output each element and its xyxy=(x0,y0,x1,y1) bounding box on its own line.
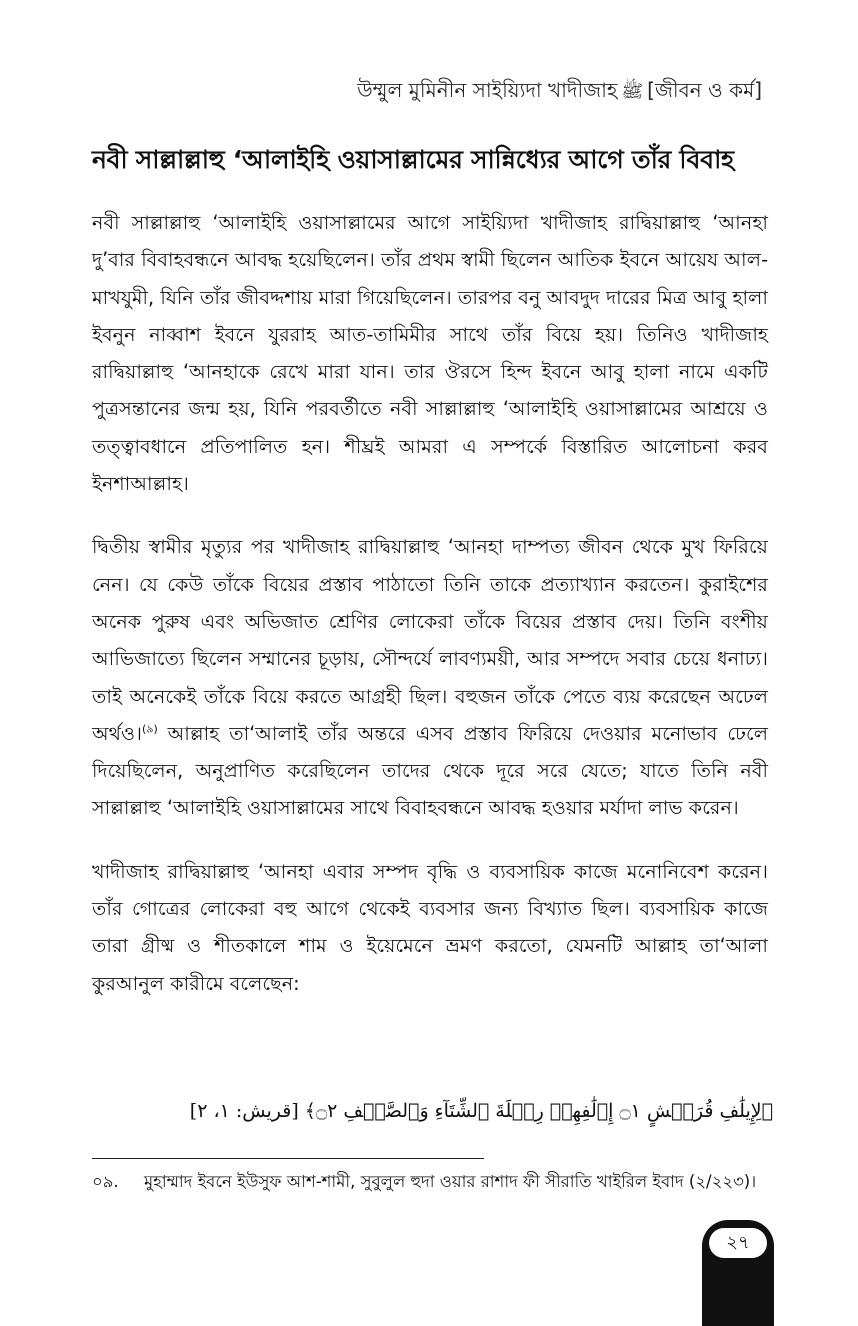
running-header xyxy=(357,76,762,109)
footnote xyxy=(92,1168,768,1196)
section-heading: নবী সাল্লাল্লাহু ‘আলাইহি ওয়াসাল্লামের সান্নিধ্যের আগে তাঁর বিবাহ xyxy=(92,145,734,174)
paragraph-3: খাদীজাহ রাদ্বিয়াল্লাহু ‘আনহা এবার সম্পদ বৃদ্ধি ও ব্যবসায়িক কাজে মনোনিবেশ করেন। তাঁর গোত্রের লোকেরা বহু আগে থেকেই ব্যবসার জন্য বিখ্যাত ছিল। ব্যবসায়িক কাজে তারা গ্রীষ্ম ও শীতকালে শাম ও ইয়েমেনে ভ্রমণ করতো, যেমনটি আল্লাহ তা‘আলা কুরআনুল কারীমে বলেছেন: xyxy=(92,859,768,995)
page-number-tab xyxy=(702,1220,774,1326)
paragraph-2 xyxy=(92,528,768,826)
honorific-glyph: ﷺ xyxy=(621,80,644,102)
paragraph-2-part-2: আল্লাহ তা‘আলাই তাঁর অন্তরে এসব প্রস্তাব ফিরিয়ে দেওয়ার মনোভাব ঢেলে দিয়েছিলেন, অনুপ্রাণিত করেছিলেন তাদের থেকে দূরে সরে যেতে; যাতে তিনি নবী সাল্লাল্লাহু ‘আলাইহি ওয়াসাল্লামের সাথে বিবাহবন্ধনে আবদ্ধ হওয়ার মর্যাদা লাভ করেন। xyxy=(92,721,768,820)
quran-verse: ﴿لِإِيلَٰفِ قُرَيۡشٍ ۝١ إِۦلَٰفِهِمۡ رِحۡلَةَ ٱلشِّتَآءِ وَٱلصَّيۡفِ ۝٢﴾ [قريش: ١، ٢] xyxy=(189,1100,773,1122)
header-title: উম্মুল মুমিনীন সাইয়্যিদা খাদীজাহ xyxy=(357,78,618,102)
footnote-reference[interactable]: (৯) xyxy=(142,722,158,736)
paragraph-2-part-1: দ্বিতীয় স্বামীর মৃত্যুর পর খাদীজাহ রাদ্বিয়াল্লাহু ‘আনহা দাম্পত্য জীবন থেকে মুখ ফিরিয়ে নেন। যে কেউ তাঁকে বিয়ের প্রস্তাব পাঠাতো তিনি তাকে প্রত্যাখ্যান করতেন। কুরাইশের অনেক পুরুষ এবং অভিজাত শ্রেণির লোকেরা তাঁকে বিয়ের প্রস্তাব দেয়। তিনি বংশীয় আভিজাত্যে ছিলেন সম্মানের চূড়ায়, সৌন্দর্যে লাবণ্যময়ী, আর সম্পদে সবার চেয়ে ধনাঢ্য। তাই অনেকেই তাঁকে বিয়ে করতে আগ্রহী ছিল। বহুজন তাঁকে পেতে ব্যয় করেছেন অঢেল অর্থও। xyxy=(92,535,768,745)
footnote-divider xyxy=(92,1158,484,1159)
footnote-number: ০৯. xyxy=(92,1172,119,1191)
header-subtitle: [জীবন ও কর্ম] xyxy=(647,78,762,102)
footnote-text: মুহাম্মাদ ইবনে ইউসুফ আশ-শামী, সুবুলুল হুদা ওয়ার রাশাদ ফী সীরাতি খাইরিল ইবাদ (২/২২৩)। xyxy=(144,1172,757,1191)
paragraph-1: নবী সাল্লাল্লাহু ‘আলাইহি ওয়াসাল্লামের আগে সাইয়্যিদা খাদীজাহ রাদ্বিয়াল্লাহু ‘আনহা দু’বার বিবাহবন্ধনে আবদ্ধ হয়েছিলেন। তাঁর প্রথম স্বামী ছিলেন আতিক ইবনে আয়েয আল-মাখযুমী, যিনি তাঁর জীবদ্দশায় মারা গিয়েছিলেন। তারপর বনু আবদুদ দারের মিত্র আবু হালা ইবনুন নাব্বাশ ইবনে যুররাহ আত-তামিমীর সাথে তাঁর বিয়ে হয়। তিনিও খাদীজাহ রাদ্বিয়াল্লাহু ‘আনহাকে রেখে মারা যান। তার ঔরসে হিন্দ ইবনে আবু হালা নামে একটি পুত্রসন্তানের জন্ম হয়, যিনি পরবর্তীতে নবী সাল্লাল্লাহু ‘আলাইহি ওয়াসাল্লামের আশ্রয়ে ও তত্ত্বাবধানে প্রতিপালিত হন। শীঘ্রই আমরা এ সম্পর্কে বিস্তারিত আলোচনা করব ইনশাআল্লাহ। xyxy=(92,211,768,496)
page-number: ২৭ xyxy=(709,1228,767,1258)
body-text xyxy=(92,204,768,1028)
